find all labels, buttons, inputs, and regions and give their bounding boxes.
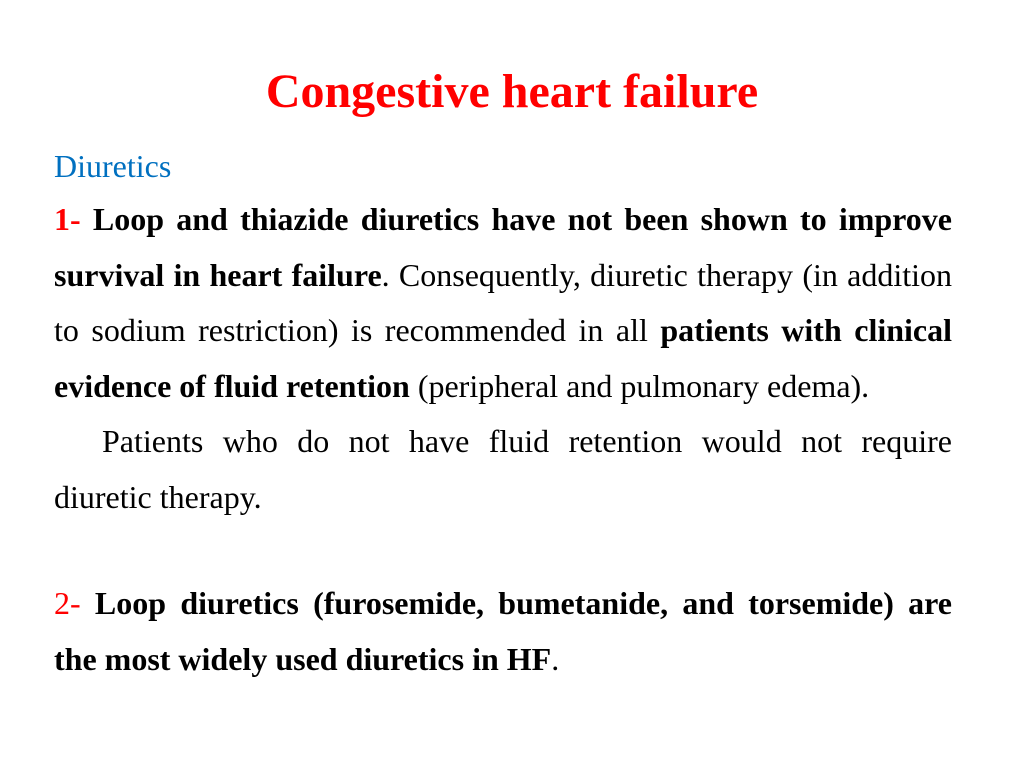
point-1-paragraph (54, 192, 952, 414)
point-2-end: . (551, 640, 560, 677)
point-1-number: 1- (54, 201, 81, 237)
point-2-paragraph (54, 576, 952, 687)
point-2-bold-text: Loop diuretics (furosemide, bumetanide, and torsemide) are the most widely used diuretics in HF (54, 585, 953, 677)
point-1-text-end: (peripheral and pulmonary edema). (409, 367, 870, 404)
section-subtitle: Diuretics (54, 148, 172, 184)
slide-body (54, 192, 952, 687)
point-1-bold-middle: patients with clinical evidence of fluid retention (54, 312, 953, 404)
point-1-text: . Consequently, diuretic therapy (in addition to sodium restriction) is recommended in all (54, 256, 953, 348)
slide-title: Congestive heart failure (265, 65, 759, 118)
point-1-bold-lead: Loop and thiazide diuretics have not been shown to improve survival in heart failure (54, 201, 953, 293)
point-1-followup: Patients who do not have fluid retention would not require diuretic therapy. (54, 423, 952, 515)
point-2-number: 2- (54, 585, 81, 621)
